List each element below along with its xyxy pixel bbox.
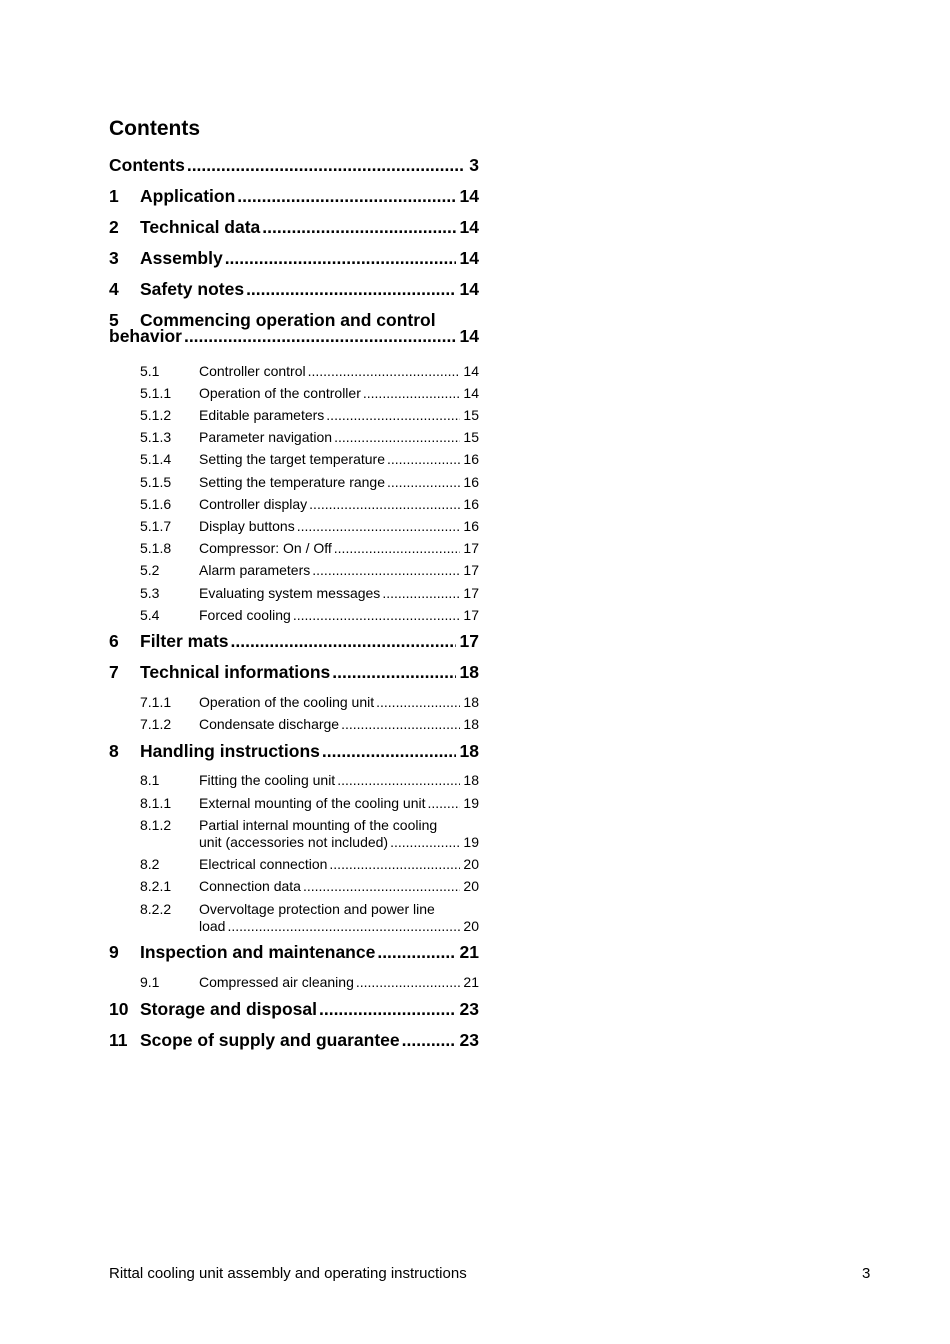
toc-subentry-number: 5.1.1 [140, 384, 172, 401]
toc-subentry-page: 18 [463, 772, 479, 789]
toc-entry-page: 18 [459, 740, 479, 761]
table-of-contents [109, 150, 479, 1056]
toc-subentry-page: 16 [463, 451, 479, 468]
toc-entry-page: 23 [459, 998, 479, 1019]
footer-document-title: Rittal cooling unit assembly and operating instructions [109, 1265, 467, 1282]
toc-entry-number: 1 [109, 186, 119, 206]
toc-subentry-page: 16 [463, 473, 479, 490]
dot-leader [376, 694, 460, 711]
dot-leader [293, 607, 461, 624]
toc-subentry-page: 19 [463, 833, 479, 850]
toc-entry-1[interactable] [109, 181, 479, 212]
toc-subentry-number: 8.2 [140, 856, 160, 873]
toc-entry-10[interactable] [109, 994, 479, 1025]
toc-subentry-title: Overvoltage protection and power line [199, 900, 435, 917]
toc-subentry[interactable] [109, 854, 479, 876]
toc-subentry-page: 17 [463, 584, 479, 601]
dot-leader [312, 562, 460, 579]
toc-subentry-page: 20 [463, 917, 479, 934]
toc-entry-page: 14 [459, 326, 479, 346]
toc-subentry-page: 14 [463, 362, 479, 379]
toc-entry-number: 5 [109, 310, 119, 330]
toc-subentry-title: External mounting of the cooling unit [199, 794, 426, 811]
toc-entry-title: Storage and disposal [140, 998, 317, 1019]
toc-subentry-title-continued: load [199, 917, 226, 934]
toc-subentry-page: 17 [463, 562, 479, 579]
dot-leader [363, 385, 461, 402]
toc-entry-page: 23 [459, 1029, 479, 1050]
toc-entry-number: 11 [109, 1029, 128, 1050]
toc-entry-title: Scope of supply and guarantee [140, 1029, 400, 1050]
toc-subentry-title: Editable parameters [199, 406, 325, 423]
toc-subentry-title: Fitting the cooling unit [199, 772, 336, 789]
toc-subentry-title: Controller control [199, 362, 306, 379]
dot-leader [225, 243, 456, 274]
toc-subentry-page: 18 [463, 693, 479, 710]
toc-subentry-number: 5.2 [140, 562, 160, 579]
footer-page-number: 3 [862, 1265, 871, 1282]
toc-subentry[interactable] [109, 538, 479, 560]
toc-subentry-number: 9.1 [140, 973, 160, 990]
toc-entry-7[interactable] [109, 657, 479, 688]
toc-subentry-page: 15 [463, 429, 479, 446]
toc-subentry-title: Compressed air cleaning [199, 973, 354, 990]
toc-entry-title: Inspection and maintenance [140, 942, 376, 963]
toc-subentry-title: Partial internal mounting of the cooling [199, 816, 438, 833]
toc-subentry-number: 5.1.2 [140, 406, 172, 423]
dot-leader [303, 878, 460, 895]
dot-leader [356, 974, 461, 991]
toc-subentry-title: Setting the target temperature [199, 451, 385, 468]
toc-subentry-title-continued: unit (accessories not included) [199, 833, 389, 850]
toc-subentry-page: 16 [463, 517, 479, 534]
toc-entry-number: 9 [109, 942, 119, 963]
toc-entry-number: 7 [109, 662, 119, 683]
dot-leader [382, 585, 460, 602]
toc-subentry-title: Operation of the controller [199, 384, 361, 401]
dot-leader [308, 363, 461, 380]
toc-entry-6[interactable] [109, 626, 479, 657]
toc-subentry[interactable] [109, 691, 479, 713]
toc-subentry[interactable] [109, 770, 479, 792]
toc-subentry[interactable] [109, 898, 479, 937]
dot-leader [341, 716, 460, 733]
toc-subentry-number: 8.2.2 [140, 900, 172, 917]
toc-subentry-number: 7.1.2 [140, 716, 172, 733]
toc-subentry-title: Condensate discharge [199, 716, 340, 733]
toc-subentry[interactable] [109, 515, 479, 537]
dot-leader [187, 150, 465, 181]
toc-entry-page: 3 [469, 155, 479, 175]
toc-subentry-number: 5.3 [140, 584, 160, 601]
toc-subentry-title: Electrical connection [199, 856, 328, 873]
dot-leader [334, 540, 461, 557]
toc-entry-title: Technical data [140, 217, 261, 237]
toc-entry-title-continued: behavior [109, 326, 182, 346]
toc-entry-number: 6 [109, 631, 119, 652]
dot-leader [387, 474, 460, 491]
toc-entry-number: 8 [109, 740, 119, 761]
toc-subentry-number: 8.1.2 [140, 816, 172, 833]
dot-leader [377, 937, 455, 968]
dot-leader [297, 518, 461, 535]
toc-subentry[interactable] [109, 493, 479, 515]
toc-subentry-number: 8.1.1 [140, 794, 172, 811]
toc-subentry-page: 17 [463, 606, 479, 623]
toc-subentry-title: Setting the temperature range [199, 473, 386, 490]
toc-entry-8[interactable] [109, 736, 479, 767]
toc-subentry[interactable] [109, 560, 479, 582]
toc-entry-number: 10 [109, 998, 129, 1019]
toc-subentry[interactable] [109, 382, 479, 404]
toc-subentry-title: Evaluating system messages [199, 584, 381, 601]
toc-entry-4[interactable] [109, 274, 479, 305]
dot-leader [329, 856, 460, 873]
toc-subentry-number: 8.2.1 [140, 878, 172, 895]
dot-leader [309, 496, 460, 513]
toc-subentry-number: 5.1.6 [140, 495, 172, 512]
dot-leader [231, 626, 456, 657]
toc-subentry-number: 7.1.1 [140, 693, 172, 710]
dot-leader [337, 772, 460, 789]
toc-subentry-number: 5.1.3 [140, 429, 172, 446]
toc-entry-title: Safety notes [140, 279, 245, 299]
toc-subentry[interactable] [109, 404, 479, 426]
toc-subentry[interactable] [109, 360, 479, 382]
dot-leader [322, 736, 456, 767]
dot-leader [319, 994, 456, 1025]
toc-subentry-page: 16 [463, 495, 479, 512]
toc-entry-number: 2 [109, 217, 119, 237]
toc-entry-page: 14 [459, 217, 479, 237]
toc-subentry-number: 8.1 [140, 772, 160, 789]
dot-leader [332, 657, 455, 688]
toc-subentry-page: 20 [463, 856, 479, 873]
dot-leader [326, 407, 460, 424]
toc-entry-title: Application [140, 186, 236, 206]
toc-entry-2[interactable] [109, 212, 479, 243]
toc-entry-title: Filter mats [140, 631, 229, 652]
toc-entry-title: Assembly [140, 248, 223, 268]
dot-leader [334, 429, 460, 446]
toc-entry-11[interactable] [109, 1025, 479, 1056]
toc-subentry-page: 15 [463, 406, 479, 423]
toc-subentry-page: 14 [463, 384, 479, 401]
toc-subentry-title: Connection data [199, 878, 301, 895]
toc-subentry-page: 17 [463, 540, 479, 557]
toc-subentry-page: 19 [463, 794, 479, 811]
toc-subentry[interactable] [109, 604, 479, 626]
toc-subentry[interactable] [109, 471, 479, 493]
toc-subentry-number: 5.1.7 [140, 517, 172, 534]
toc-subentry-page: 20 [463, 878, 479, 895]
toc-subentry-title: Display buttons [199, 517, 295, 534]
toc-entry-title: Commencing operation and control [140, 310, 436, 330]
dot-leader [387, 451, 460, 468]
toc-subentry-number: 5.1 [140, 362, 160, 379]
toc-subentry[interactable] [109, 876, 479, 898]
toc-entry-page: 14 [459, 186, 479, 206]
toc-entry-page: 14 [459, 248, 479, 268]
page-title: Contents [109, 117, 200, 140]
dot-leader [184, 326, 456, 347]
toc-entry-number: 3 [109, 248, 119, 268]
toc-subentry[interactable] [109, 427, 479, 449]
toc-subentry[interactable] [109, 814, 479, 853]
toc-subentry[interactable] [109, 792, 479, 814]
toc-entry-page: 17 [459, 631, 479, 652]
toc-subentry-page: 18 [463, 716, 479, 733]
toc-entry-page: 14 [459, 279, 479, 299]
dot-leader [237, 181, 455, 212]
toc-subentry-title: Controller display [199, 495, 308, 512]
toc-entry-title: Technical informations [140, 662, 331, 683]
toc-subentry-title: Forced cooling [199, 606, 291, 623]
dot-leader [390, 834, 460, 851]
dot-leader [227, 918, 460, 935]
toc-subentry-number: 5.1.8 [140, 540, 172, 557]
toc-entry-contents[interactable] [109, 150, 479, 181]
dot-leader [262, 212, 455, 243]
toc-subentry[interactable] [109, 971, 479, 993]
toc-entry-title: Contents [109, 155, 185, 175]
toc-subentry[interactable] [109, 582, 479, 604]
toc-subentry-page: 21 [463, 973, 479, 990]
toc-entry-3[interactable] [109, 243, 479, 274]
toc-entry-page: 18 [459, 662, 479, 683]
toc-entry-5[interactable] [109, 305, 479, 357]
toc-subentry-title: Parameter navigation [199, 429, 333, 446]
toc-entry-page: 21 [459, 942, 479, 963]
toc-subentry[interactable] [109, 714, 479, 736]
toc-subentry-number: 5.1.5 [140, 473, 172, 490]
dot-leader [402, 1025, 456, 1056]
toc-subentry-number: 5.1.4 [140, 451, 172, 468]
toc-subentry-title: Alarm parameters [199, 562, 311, 579]
toc-entry-9[interactable] [109, 937, 479, 968]
toc-subentry-title: Compressor: On / Off [199, 540, 332, 557]
toc-subentry-title: Operation of the cooling unit [199, 693, 375, 710]
dot-leader [427, 795, 460, 812]
toc-subentry-number: 5.4 [140, 606, 160, 623]
toc-entry-title: Handling instructions [140, 740, 320, 761]
toc-entry-number: 4 [109, 279, 119, 299]
dot-leader [246, 274, 455, 305]
toc-subentry[interactable] [109, 449, 479, 471]
